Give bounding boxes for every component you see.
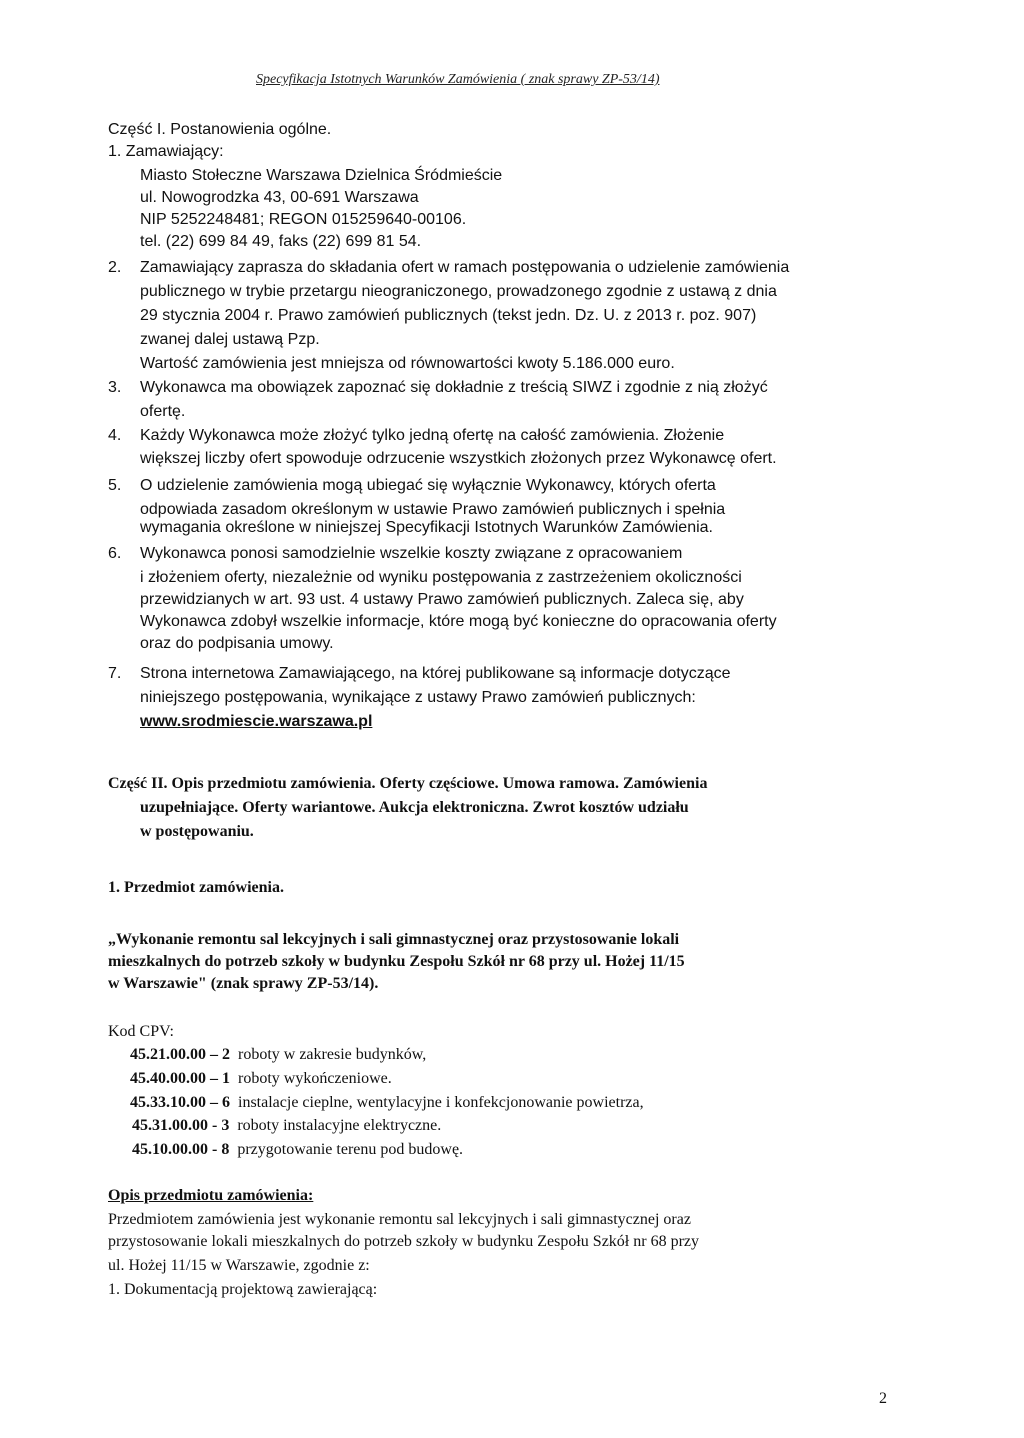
cpv-row xyxy=(132,1116,441,1136)
description-heading: Opis przedmiotu zamówienia: xyxy=(108,1187,314,1204)
part2-title: w postępowaniu. xyxy=(140,823,254,840)
paragraph-line: ofertę. xyxy=(140,403,186,420)
cpv-label: Kod CPV: xyxy=(108,1023,174,1040)
cpv-code: 45.31.00.00 - 3 xyxy=(132,1117,230,1134)
description-line: przystosowanie lokali mieszkalnych do potrzeb szkoły w budynku Zespołu Szkół nr 68 przy xyxy=(108,1233,699,1250)
paragraph-line: Każdy Wykonawca może złożyć tylko jedną ofertę na całość zamówienia. Złożenie xyxy=(140,427,725,444)
paragraph-line: wymagania określone w niniejszej Specyfikacji Istotnych Warunków Zamówienia. xyxy=(140,519,713,536)
page-number: 2 xyxy=(879,1390,887,1407)
cpv-row xyxy=(130,1045,426,1065)
website-link[interactable]: www.srodmiescie.warszawa.pl xyxy=(140,713,373,730)
paragraph-line: O udzielenie zamówienia mogą ubiegać się wyłącznie Wykonawcy, których oferta xyxy=(140,477,716,494)
paragraph-line: Strona internetowa Zamawiającego, na której publikowane są informacje dotyczące xyxy=(140,665,731,682)
cpv-desc: roboty wykończeniowe. xyxy=(238,1070,392,1087)
item-number: 3. xyxy=(108,379,122,396)
paragraph-line: Wartość zamówienia jest mniejsza od równowartości kwoty 5.186.000 euro. xyxy=(140,355,675,372)
running-header: Specyfikacja Istotnych Warunków Zamówienia ( znak sprawy ZP-53/14) xyxy=(256,72,660,87)
paragraph-line: Wykonawca zdobył wszelkie informacje, które mogą być konieczne do opracowania oferty xyxy=(140,613,777,630)
paragraph-line: Wykonawca ma obowiązek zapoznać się dokładnie z treścią SIWZ i zgodnie z nią złożyć xyxy=(140,379,768,396)
paragraph-line: oraz do podpisania umowy. xyxy=(140,635,334,652)
address-line: ul. Nowogrodzka 43, 00-691 Warszawa xyxy=(140,189,419,206)
subject-line: „Wykonanie remontu sal lekcyjnych i sali gimnastycznej oraz przystosowanie lokali xyxy=(108,931,680,948)
paragraph-line: Wykonawca ponosi samodzielnie wszelkie koszty związane z opracowaniem xyxy=(140,545,683,562)
paragraph-line: 29 stycznia 2004 r. Prawo zamówień publicznych (tekst jedn. Dz. U. z 2013 r. poz. 907) xyxy=(140,307,757,324)
cpv-row xyxy=(130,1069,392,1089)
address-line: tel. (22) 699 84 49, faks (22) 699 81 54. xyxy=(140,233,422,250)
item-number: 5. xyxy=(108,477,122,494)
part2-title: Część II. Opis przedmiotu zamówienia. Oferty częściowe. Umowa ramowa. Zamówienia xyxy=(108,775,708,792)
description-line: Przedmiotem zamówienia jest wykonanie remontu sal lekcyjnych i sali gimnastycznej oraz xyxy=(108,1211,691,1228)
part1-title: Część I. Postanowienia ogólne. xyxy=(108,121,332,138)
paragraph-line: i złożeniem oferty, niezależnie od wyniku postępowania z zastrzeżeniem okoliczności xyxy=(140,569,742,586)
paragraph-line: zwanej dalej ustawą Pzp. xyxy=(140,331,320,348)
cpv-code: 45.21.00.00 – 2 xyxy=(130,1046,230,1063)
paragraph-line: większej liczby ofert spowoduje odrzucenie wszystkich złożonych przez Wykonawcę ofert. xyxy=(140,450,777,467)
paragraph-line: Zamawiający zaprasza do składania ofert w ramach postępowania o udzielenie zamówienia xyxy=(140,259,790,276)
item1-label: 1. Zamawiający: xyxy=(108,143,224,160)
paragraph-line: przewidzianych w art. 93 ust. 4 ustawy Prawo zamówień publicznych. Zaleca się, aby xyxy=(140,591,744,608)
item-number: 7. xyxy=(108,665,122,682)
cpv-code: 45.40.00.00 – 1 xyxy=(130,1070,230,1087)
subject-line: mieszkalnych do potrzeb szkoły w budynku Zespołu Szkół nr 68 przy ul. Hożej 11/15 xyxy=(108,953,685,970)
item-number: 2. xyxy=(108,259,122,276)
cpv-row xyxy=(132,1140,463,1160)
cpv-code: 45.10.00.00 - 8 xyxy=(132,1141,230,1158)
address-line: NIP 5252248481; REGON 015259640-00106. xyxy=(140,211,467,228)
cpv-desc: przygotowanie terenu pod budowę. xyxy=(237,1141,464,1158)
cpv-desc: instalacje cieplne, wentylacyjne i konfekcjonowanie powietrza, xyxy=(238,1094,644,1111)
description-line: 1. Dokumentacją projektową zawierającą: xyxy=(108,1281,378,1298)
item-number: 4. xyxy=(108,427,122,444)
paragraph-line: niniejszego postępowania, wynikające z ustawy Prawo zamówień publicznych: xyxy=(140,689,696,706)
description-line: ul. Hożej 11/15 w Warszawie, zgodnie z: xyxy=(108,1257,370,1274)
section-heading: 1. Przedmiot zamówienia. xyxy=(108,879,284,896)
cpv-desc: roboty instalacyjne elektryczne. xyxy=(237,1117,442,1134)
paragraph-line: publicznego w trybie przetargu nieograniczonego, prowadzonego zgodnie z ustawą z dnia xyxy=(140,283,777,300)
cpv-row xyxy=(130,1093,644,1113)
cpv-desc: roboty w zakresie budynków, xyxy=(238,1046,427,1063)
item-number: 6. xyxy=(108,545,122,562)
paragraph-line: odpowiada zasadom określonym w ustawie Prawo zamówień publicznych i spełnia xyxy=(140,501,726,518)
subject-line: w Warszawie" (znak sprawy ZP-53/14). xyxy=(108,975,379,992)
address-line: Miasto Stołeczne Warszawa Dzielnica Śródmieście xyxy=(140,167,503,184)
part2-title: uzupełniające. Oferty wariantowe. Aukcja elektroniczna. Zwrot kosztów udziału xyxy=(140,799,689,816)
cpv-code: 45.33.10.00 – 6 xyxy=(130,1094,230,1111)
